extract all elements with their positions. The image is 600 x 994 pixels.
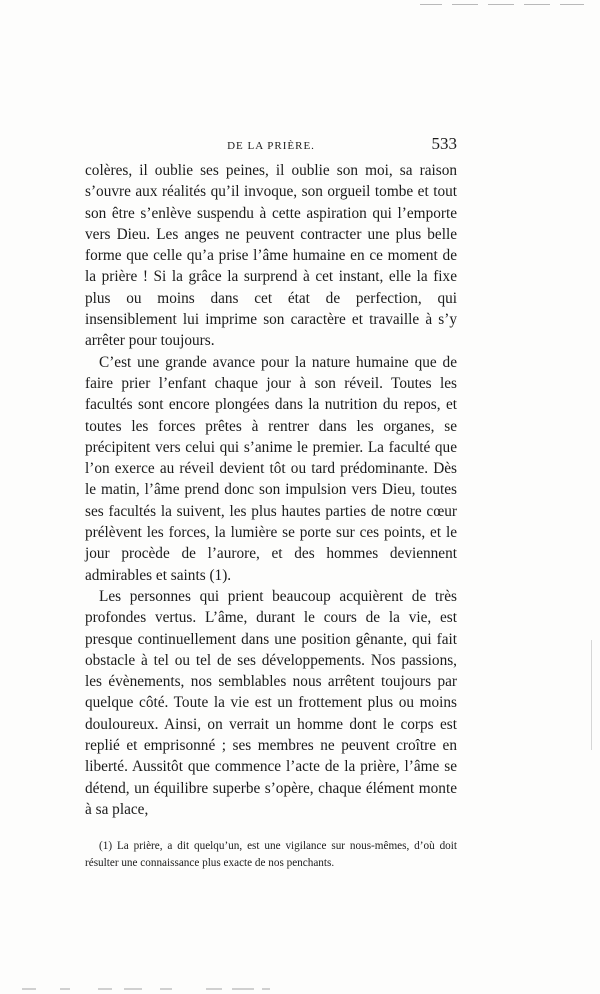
top-edge-marks <box>400 0 600 8</box>
paragraph-2: C’est une grande avance pour la nature humaine que de faire prier l’enfant chaque jour à son réveil. Toutes les facultés sont encore plongées dans la nutrition du repos, et toutes les forces prêtes à rentrer dans les organes, se précipitent vers celui qui s’anime le premier. La faculté que l’on exerce au réveil devient tôt ou tard prédominante. Dès le matin, l’âme prend donc son impulsion vers Dieu, toutes ses facultés la suivent, les plus hautes parties de notre cœur prélèvent les forces, la lumière se porte sur ces points, et le jour procède de l’aurore, et des hommes deviennent admirables et saints (1). <box>85 353 457 584</box>
body-text <box>85 160 457 820</box>
running-head <box>85 134 457 160</box>
bottom-edge-marks <box>0 986 600 992</box>
right-page-edge <box>591 640 592 750</box>
paragraph-1: colères, il oublie ses peines, il oublie son moi, sa raison s’ouvre aux réalités qu’il invoque, son orgueil tombe et tout son être s’enlève suspendu à cette aspiration qui l’emporte vers Dieu. Les anges ne peuvent contracter une plus belle forme que celle qu’a prise l’âme humaine en ce moment de la prière ! Si la grâce la surprend à cet instant, elle la fixe plus ou moins dans cet état de perfection, qui insensiblement lui imprime son caractère et travaille à s’y arrêter pour toujours. <box>85 162 457 350</box>
paragraph-3: Les personnes qui prient beaucoup acquièrent de très profondes vertus. L’âme, durant le cours de la vie, est presque continuellement dans une position gênante, qui fait obstacle à tel ou tel de ses développements. Nos passions, les évènements, nos semblables nous arrêtent toujours par quelque côté. Toute la vie est un frottement plus ou moins douloureux. Ainsi, on verrait un homme dont le corps est replié et emprisonné ; ses membres ne peuvent croître en liberté. Aussitôt que commence l’acte de la prière, l’âme se détend, un équilibre superbe s’opère, chaque élément monte à sa place, <box>85 587 457 818</box>
book-page <box>85 134 457 872</box>
footnote: (1) La prière, a dit quelqu’un, est une vigilance sur nous-mêmes, d’où doit résulter une connaissance plus exacte de nos penchants. <box>85 840 457 870</box>
chapter-title: DE LA PRIÈRE. <box>227 140 315 152</box>
page-number: 533 <box>431 134 457 153</box>
